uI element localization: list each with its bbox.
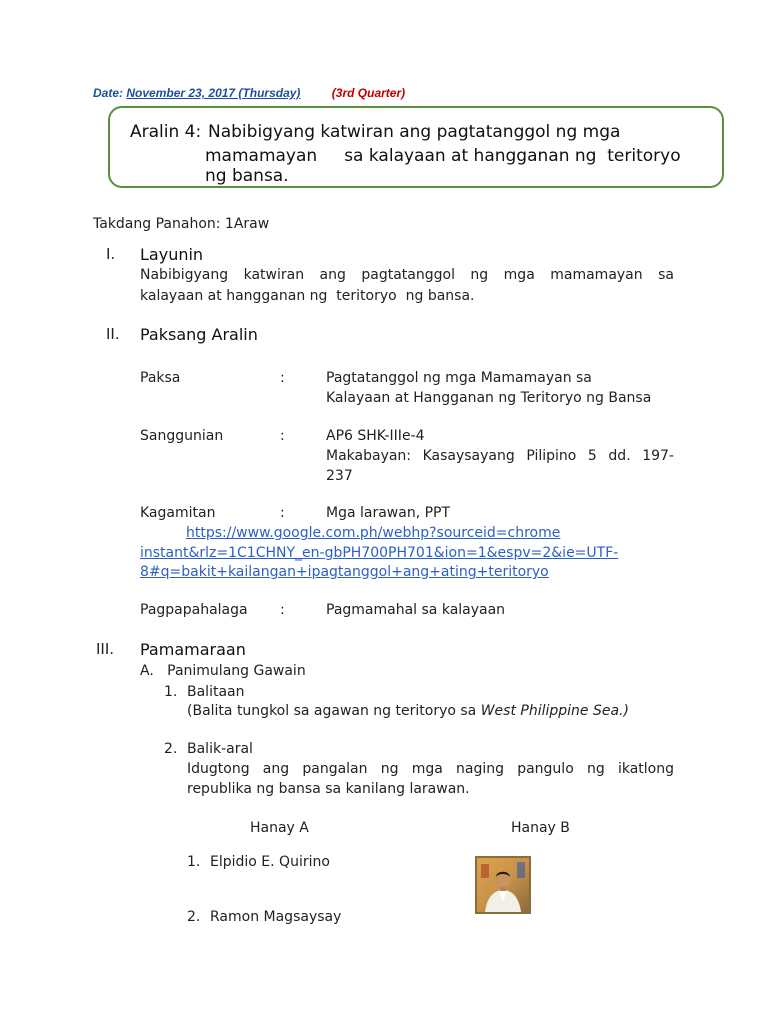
portrait-illustration [477, 858, 529, 912]
subsection-a: A. Panimulang Gawain [140, 663, 306, 679]
quarter-label: (3rd Quarter) [331, 86, 406, 100]
item2-body-line2: republika ng bansa sa kanilang larawan. [187, 781, 470, 797]
section2-number: II. [106, 325, 120, 343]
lesson-title-line2: mamamayan sa kalayaan at hangganan ng teritoryo [205, 146, 681, 166]
date-value: November 23, 2017 (Thursday) [126, 86, 301, 100]
hanay-a-header: Hanay A [250, 820, 309, 836]
kagamitan-value: Mga larawan, PPT [326, 505, 451, 521]
section3-number: III. [96, 640, 115, 658]
item1-body-italic: West Philippine Sea.) [480, 703, 629, 719]
section1-body-line2: kalayaan at hangganan ng teritoryo ng bansa. [140, 288, 475, 304]
paksa-label: Paksa [140, 370, 181, 386]
takdang-panahon: Takdang Panahon: 1Araw [93, 216, 270, 232]
section2-title: Paksang Aralin [140, 325, 258, 344]
list-item-name: Ramon Magsaysay [210, 909, 342, 925]
item1-number: 1. [164, 684, 178, 700]
paksa-value-line1: Pagtatanggol ng mga Mamamayan sa [326, 370, 592, 386]
sanggunian-value-line1: AP6 SHK-IIIe-4 [326, 428, 425, 444]
sanggunian-value-line3: 237 [326, 468, 353, 484]
reference-link-line1[interactable]: https://www.google.com.ph/webhp?sourceid=chrome [186, 525, 561, 541]
lesson-title-line3: ng bansa. [205, 166, 289, 186]
pagpapahalaga-colon: : [280, 602, 285, 618]
sanggunian-label: Sanggunian [140, 428, 224, 444]
item2-number: 2. [164, 741, 178, 757]
pagpapahalaga-label: Pagpapahalaga [140, 602, 248, 618]
date-row: Date: November 23, 2017 (Thursday) (3rd Quarter) [93, 86, 406, 100]
item1-body-text: (Balita tungkol sa agawan ng teritoryo sa [187, 703, 481, 719]
reference-link-line2[interactable]: instant&rlz=1C1CHNY_en-gbPH700PH701&ion=1&espv=2&ie=UTF- [140, 545, 619, 561]
kagamitan-colon: : [280, 505, 285, 521]
hanay-b-header: Hanay B [511, 820, 570, 836]
pagpapahalaga-value: Pagmamahal sa kalayaan [326, 602, 506, 618]
section1-title: Layunin [140, 245, 204, 264]
item2-body-line1: Idugtong ang pangalan ng mga naging pangulo ng ikatlong [187, 761, 674, 777]
section3-title: Pamamaraan [140, 640, 246, 659]
paksa-colon: : [280, 370, 285, 386]
list-item-number: 2. [187, 909, 201, 925]
lesson-title-prefix: Aralin 4: [130, 122, 202, 142]
item1-title: Balitaan [187, 684, 245, 700]
section1-number: I. [106, 245, 116, 263]
section1-body-line1: Nabibigyang katwiran ang pagtatanggol ng mga mamamayan sa [140, 267, 674, 283]
kagamitan-label: Kagamitan [140, 505, 216, 521]
list-item-name: Elpidio E. Quirino [210, 854, 330, 870]
paksa-value-line2: Kalayaan at Hangganan ng Teritoryo ng Bansa [326, 390, 652, 406]
president-portrait-image [475, 856, 531, 914]
item2-title: Balik-aral [187, 741, 253, 757]
sanggunian-colon: : [280, 428, 285, 444]
lesson-title-line1: Nabibigyang katwiran ang pagtatanggol ng mga [208, 122, 621, 142]
list-item-number: 1. [187, 854, 201, 870]
sanggunian-value-line2: Makabayan: Kasaysayang Pilipino 5 dd. 197- [326, 448, 674, 464]
item1-body [187, 701, 629, 721]
date-label: Date [93, 86, 120, 100]
reference-link-line3[interactable]: 8#q=bakit+kailangan+ipagtanggol+ang+ating+teritoryo [140, 564, 549, 580]
